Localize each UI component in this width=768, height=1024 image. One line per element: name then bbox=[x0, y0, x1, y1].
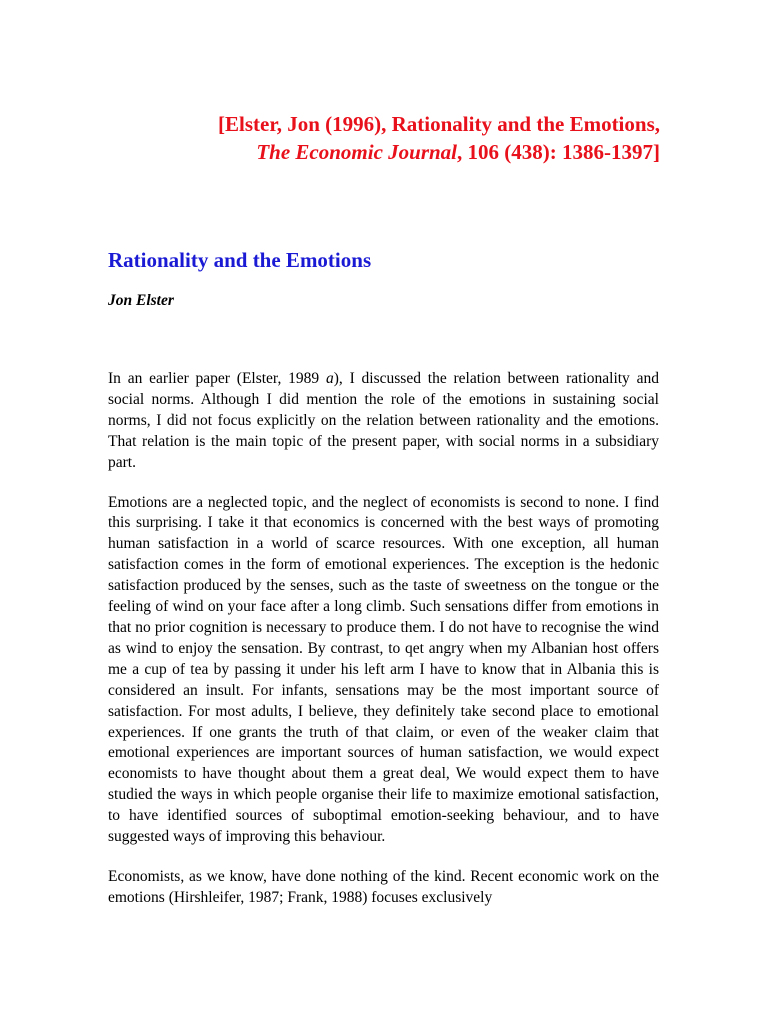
paragraph-2: Emotions are a neglected topic, and the neglect of economists is second to none. I find this surprising. I take it that economics is concerned with the best ways of promoting human satisfaction in a world of scarce resources. With one exception, all human satisfaction comes in the form of emotional experiences. The exception is the hedonic satisfaction produced by the senses, such as the taste of sweetness on the tongue or the feeling of wind on your face after a long climb. Such sensations differ from emotions in that no prior cognition is necessary to produce them. I do not have to recognise the wind as wind to enjoy the sensation. By contrast, to qet angry when my Albanian host offers me a cup of tea by passing it under his left arm I have to know that in Albania this is considered an insult. For infants, sensations may be the most important source of satisfaction. For most adults, I believe, they definitely take second place to emotional experiences. If one grants the truth of that claim, or even of the weaker claim that emotional experiences are important sources of human satisfaction, we would expect economists to have thought about them a great deal, We would expect them to have studied the ways in which people organise their life to maximize emotional satisfaction, to have identified sources of suboptimal emotion-seeking behaviour, and to have suggested ways of improving this behaviour. bbox=[108, 493, 659, 846]
citation-details: , 106 (438): 1386-1397] bbox=[457, 140, 660, 164]
article-author: Jon Elster bbox=[108, 292, 174, 309]
paragraph-1-italic: a bbox=[325, 370, 334, 387]
citation-line-2 bbox=[218, 138, 660, 166]
journal-name: The Economic Journal bbox=[256, 140, 458, 164]
paragraph-3: Economists, as we know, have done nothing of the kind. Recent economic work on the emotions (Hirshleifer, 1987; Frank, 1988) focuses exclusively bbox=[108, 867, 659, 906]
article-title: Rationality and the Emotions bbox=[108, 248, 372, 272]
citation-block bbox=[218, 110, 660, 166]
paragraph-1-part-1: In an earlier paper (Elster, 1989 bbox=[108, 370, 326, 387]
article-body bbox=[108, 369, 659, 928]
paragraph-1-part-2: ), I discussed the relation between rationality and social norms. Although I did mention the role of the emotions in sustaining social norms, I did not focus explicitly on the relation between rationality and the emotions. That relation is the main topic of the present paper, with social norms in a subsidiary part. bbox=[108, 370, 659, 471]
citation-line-1: [Elster, Jon (1996), Rationality and the Emotions, bbox=[218, 112, 660, 136]
paragraph-1 bbox=[108, 369, 659, 474]
